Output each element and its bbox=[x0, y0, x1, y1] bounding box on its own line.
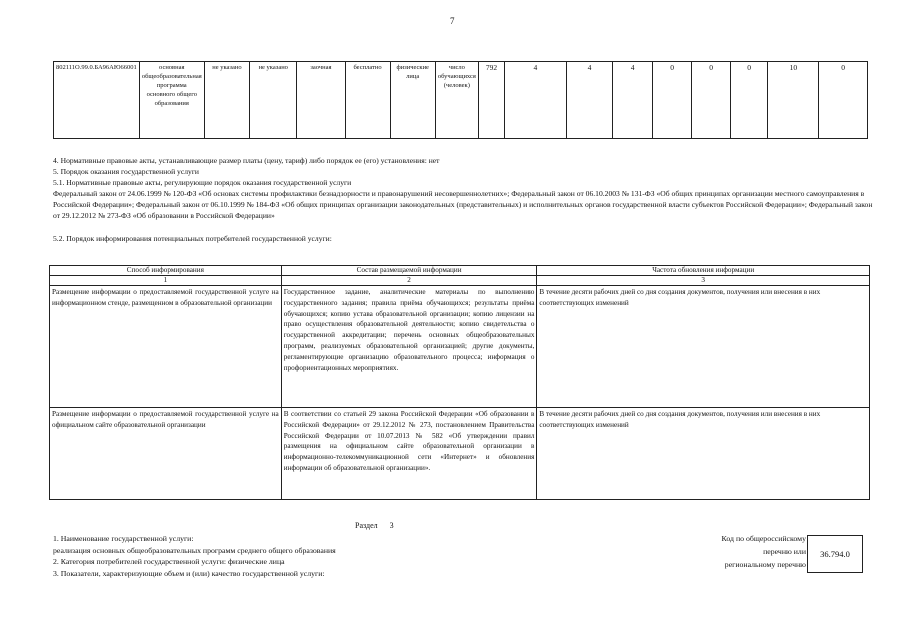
section-5-1-title: 5.1. Нормативные правовые акты, регулирующие порядок оказания государственной услуги bbox=[53, 178, 352, 187]
column-number: 1 bbox=[50, 276, 282, 286]
value-cell: 0 bbox=[692, 62, 731, 139]
table-row bbox=[50, 408, 870, 500]
frequency-cell: В течение десяти рабочих дней со дня создания документов, получения или внесения в них соответствующих изменений bbox=[537, 286, 870, 408]
okei-code-cell: 792 bbox=[478, 62, 504, 139]
method-cell: Размещение информации о предоставляемой государственной услуге на официальном сайте образовательной организации bbox=[50, 408, 282, 500]
frequency-cell: В течение десяти рабочих дней со дня создания документов, получения или внесения в них соответствующих изменений bbox=[537, 408, 870, 500]
table-row bbox=[50, 286, 870, 408]
table-row bbox=[54, 62, 868, 139]
value-cell: 10 bbox=[768, 62, 819, 139]
value-cell: 0 bbox=[730, 62, 768, 139]
section-5-1-text: Федеральный закон от 24.06.1999 № 120-ФЗ «Об основах системы профилактики безнадзорности и правонарушений несовершеннолетних»; Федеральный закон от 06.10.2003 № 131-ФЗ «Об общих принципах организации местного самоуправления в Российской Федерации»; Федеральный закон от 06.10.1999 № 184-ФЗ «Об общих принципах организации законодательных (представительных) и исполнительных органов государственной власти субъектов Российской Федерации»; Федеральный закон от 29.12.2012 № 273-ФЗ «Об образовании в Российской Федерации» bbox=[53, 189, 873, 220]
table-cell: не указано bbox=[250, 62, 297, 139]
consumer-category: 2. Категория потребителей государственной услуги: физические лица bbox=[53, 557, 285, 567]
column-header: Состав размещаемой информации bbox=[281, 266, 537, 276]
service-name-label: 1. Наименование государственной услуги: bbox=[53, 534, 194, 543]
column-number: 3 bbox=[537, 276, 870, 286]
service-name: реализация основных общеобразовательных программ среднего общего образования bbox=[53, 545, 336, 555]
table-cell: заочная bbox=[297, 62, 345, 139]
column-header: Частота обновления информации bbox=[537, 266, 870, 276]
registry-number-cell: 802111О.99.0.БА96АЮ66001 bbox=[54, 62, 140, 139]
page-number: 7 bbox=[450, 16, 455, 26]
content-cell: Государственное задание, аналитические материалы по выполнению государственного задания; правила приёма обучающихся; результаты приёма обучающихся; копию устава образовательной организации; копию лицензии на право осуществления образовательной деятельности; копию свидетельства о государственной аккредитации; перечень основных общеобразовательных программ, реализуемых образовательной организацией; другие документы, регламентирующие организацию образовательного процесса; информация о профориентационных мероприятиях. bbox=[281, 286, 537, 408]
method-cell: Размещение информации о предоставляемой государственной услуге на информационном стенде, размещенном в образовательной организации bbox=[50, 286, 282, 408]
value-cell: 0 bbox=[652, 62, 691, 139]
code-label-line: Код по общероссийскому bbox=[721, 534, 806, 543]
code-label-line: региональному перечню bbox=[724, 559, 806, 569]
value-cell: 0 bbox=[819, 62, 868, 139]
content-cell: В соответствии со статьей 29 закона Российской Федерации «Об образовании в Российской Федерации» от 29.12.2012 № 273, постановлением Правительства Российской Федерации от 10.07.2013 № 582 «Об утверждении правил размещения на официальном сайте образовательной организации в информационно-телекоммуникационной сети «Интернет» и обновления информации об образовательной организации». bbox=[281, 408, 537, 500]
section-3-items bbox=[53, 533, 653, 579]
value-cell: 4 bbox=[613, 62, 652, 139]
table-number-row bbox=[50, 276, 870, 286]
indicators-label: 3. Показатели, характеризующие объем и (или) качество государственной услуги: bbox=[53, 568, 325, 578]
section-5-2-title: 5.2. Порядок информирования потенциальных потребителей государственной услуги: bbox=[53, 234, 332, 243]
table-header-row bbox=[50, 266, 870, 276]
registry-code-label bbox=[660, 533, 806, 571]
column-number: 2 bbox=[281, 276, 537, 286]
code-label-line: перечню или bbox=[763, 546, 806, 556]
section-4-text: 4. Нормативные правовые акты, устанавливающие размер платы (цену, тариф) либо порядок ее (его) установления: нет bbox=[53, 156, 440, 165]
program-cell: основная общеобразовательная программа основного общего образования bbox=[139, 62, 204, 139]
volume-indicator-table bbox=[53, 61, 868, 139]
informing-table bbox=[49, 265, 870, 500]
table-cell: не указано bbox=[204, 62, 249, 139]
section-5-title: 5. Порядок оказания государственной услуги bbox=[53, 167, 199, 176]
column-header: Способ информирования bbox=[50, 266, 282, 276]
value-cell: 4 bbox=[505, 62, 567, 139]
value-cell: 4 bbox=[566, 62, 613, 139]
section-heading: Раздел 3 bbox=[355, 521, 394, 530]
sections-4-5 bbox=[53, 155, 873, 244]
table-cell: физические лица bbox=[390, 62, 435, 139]
indicator-name-cell: число обучающихся (человек) bbox=[435, 62, 478, 139]
table-cell: бесплатно bbox=[345, 62, 390, 139]
registry-code-box: 36.794.0 bbox=[807, 535, 863, 573]
